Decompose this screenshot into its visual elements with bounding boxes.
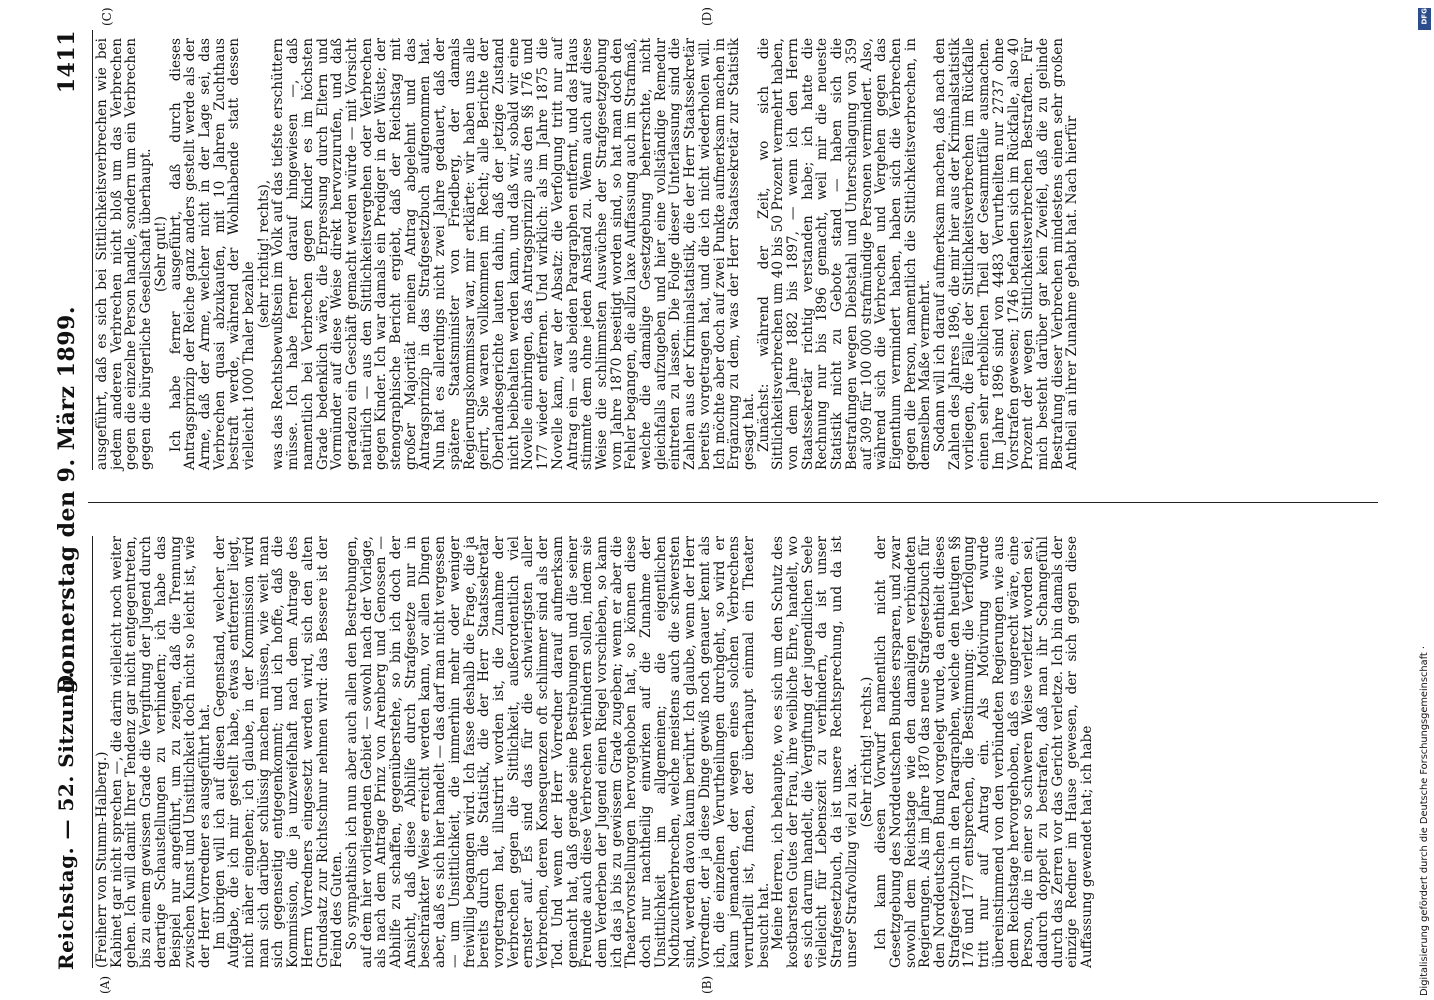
text-column-right [95, 38, 1080, 470]
paragraph: Ich habe ferner ausgeführt, daß durch dieses Antragsprinzip der Reiche ganz anders gestellt werde als der Arme, daß der Arme, welcher nicht in der Lage sei, das Verbrechen quasi abzukaufen, mit 10 Jahren Zuchthaus bestraft werde, während der Wohlhabende statt dessen vielleicht 1000 Thaler bezahle [167, 38, 258, 470]
paragraph: Sodann will ich darauf aufmerksam machen, daß nach den Zahlen des Jahres 1896, die mir hier aus der Kriminalstatistik vorliegen, die Fälle der Sittlichkeitsverbrechen im Rückfalle einen sehr erheblichen Theil der Gesammtfälle ausmachen. Im Jahre 1896 sind von 4483 Verurtheilten nur 2737 ohne Vorstrafen gewesen; 1746 befanden sich im Rückfalle, also 40 Prozent der wegen Sittlichkeitsverbrechen Bestraften. Für mich besteht darüber gar kein Zweifel, daß die zu gelinde Bestrafung dieser Verbrechen mindestens einen sehr großen Antheil an ihrer Zunahme gehabt hat. Nach hierfür [932, 38, 1081, 470]
page-number: 1411 [54, 30, 80, 94]
interjection: (Sehr richtig! rechts.) [858, 676, 875, 828]
digitization-credit-text: Digitalisierung gefördert durch die Deutsche Forschungsgemeinschaft · [1419, 646, 1430, 996]
column-rule-right [92, 30, 93, 470]
margin-mark-d: (D) [700, 7, 714, 26]
margin-mark-c: (C) [100, 7, 114, 26]
paragraph: Ich kann diesen Vorwurf namentlich nicht der Gesetzgebung des Norddeutschen Bundes ersparen, und zwar sowohl dem Reichstage wie den damaligen verbündeten Regierungen. Als im Jahre 1870 das neue Strafgesetzbuch für den Norddeutschen Bund vorgelegt wurde, da enthielt dieses Strafgesetzbuch in den Paragraphen, welche den heutigen §§ 176 und 177 entsprechen, die Bestimmung: die Verfolgung tritt nur auf Antrag ein. Als Motivirung wurde übereinstimmend von den verbündeten Regierungen wie aus dem Reichstage hervorgehoben, daß es ungerecht wäre, eine Person, die in einer so schweren Weise verletzt worden sei, dadurch doppelt zu bestrafen, daß man ihr Schamgefühl durch das Zerren vor das Gericht verletze. Ich bin damals der einzige Redner im Hause gewesen, der sich gegen diese Auffassung gewendet hat; ich habe [873, 536, 1096, 968]
paragraph: Kabinet gar nicht sprechen —, die darin vielleicht noch weiter gehen. Ich will damit Ihrer Tendenz gar nicht entgegentreten, bis zu einem gewissen Grade die Vergiftung der Jugend durch derartige Schaustellungen zu verhindern; ich habe das Beispiel nur angeführt, um zu zeigen, daß die Trennung zwischen Kunst und Unsittlichkeit doch nicht so leicht ist, wie der Herr Vorredner es ausgeführt hat. [108, 536, 213, 968]
column-rule-left [92, 536, 93, 968]
interjection: (Sehr gut!) [152, 216, 169, 292]
paragraph: Meine Herren, ich behaupte, wo es sich um den Schutz des kostbarsten Gutes der Frau, ihre weibliche Ehre, handelt, wo es sich darum handelt, die Vergiftung der jugendlichen Seele vielleicht für Lebenszeit zu verhindern, da ist unser Strafgesetzbuch, da ist unsere Rechtsprechung, und da ist unser Strafvollzug viel zu lax. [770, 536, 860, 968]
speaker-line: (Freiherr von Stumm-Halberg.) [94, 751, 110, 968]
column-divider [88, 502, 1378, 503]
paragraph: Im übrigen will ich auf diesen Gegenstand, welcher der Aufgabe, die ich mir gestellt habe, etwas entfernter liegt, nicht näher eingehen; ich glaube, in der Kommission wird man sich darüber schlüssig machen müssen, wie weit man sich gegenseitig entgegenkommt; und ich hoffe, daß die Kommission, die ja unzweifelhaft nach dem Antrage des Herrn Vorredners eingesetzt werden wird, sich den alten Grundsatz zur Richtschnur nehmen wird: das Bessere ist der Feind des Guten. [211, 536, 346, 968]
dfg-logo: DFG [1418, 8, 1431, 30]
digitization-credit [1416, 4, 1434, 996]
paragraph: So sympathisch ich nun aber auch allen den Bestrebungen, auf dem hier vorliegenden Gebiet — sowohl nach der Vorlage, als nach dem Antrage Prinz von Arenberg und Genossen — Abhilfe zu schaffen, gegenüberstehe, so bin ich doch der Ansicht, daß diese Abhilfe durch Strafgesetze nur in beschränkter Weise erreicht werden kann, vor allen Dingen aber, daß es sich hier handelt — das darf man nicht vergessen — um Unsittlichkeit, die immerhin mehr oder weniger freiwillig begangen wird. Ich fasse deshalb die Frage, die ja bereits durch die Statistik, die der Herr Staatssekretär vorgetragen hat, illustrirt worden ist, die Zunahme der Verbrechen gegen die Sittlichkeit, außerordentlich viel ernster auf. Es sind das für die schwierigsten aller Verbrechen, deren Konsequenzen oft schlimmer sind als der Tod. Und wenn der Herr Vorredner darauf aufmerksam gemacht hat, daß gerade seine Bestrebungen und die seiner Freunde auch diese Verbrechen verhindern sollen, indem sie dem Verderben der Jugend einen Riegel vorschieben, so kann ich das ja bis zu gewissem Grade zugeben; wenn er aber die Theatervorstellungen hervorgehoben hat, so können diese doch nur nachtheilig einwirken auf die Zunahme der Unsittlichkeit im allgemeinen; die eigentlichen Nothzuchtverbrechen, welche meistens auch die schwersten sind, werden davon kaum berührt. Ich glaube, wenn der Herr Vorredner, der ja diese Dinge gewiß noch genauer kennt als ich, die einzelnen Verurtheilungen durchgeht, so wird er kaum jemanden, der wegen eines solchen Verbrechens verurtheilt ist, finden, der überhaupt einmal ein Theater besucht hat. [343, 536, 772, 968]
paragraph: was das Rechtsbewußtsein im Volk auf das tiefste erschüttern müsse. Ich habe ferner darauf hingewiesen —, daß namentlich bei Verbrechen gegen Kinder es im höchsten Grade bedenklich wäre, die Erpressung durch Eltern und Vormünder auf diese Weise direkt hervorzurufen, und daß geradezu ein Geschäft gemacht werden würde — mit Vorsicht natürlich — aus den Sittlichkeitsvergehen oder Verbrechen gegen Kinder. Ich war damals ein Prediger in der Wüste; der stenographische Bericht ergiebt, daß der Reichstag mit großer Majorität meinen Antrag abgelehnt und das Antragsprinzip in das Strafgesetzbuch aufgenommen hat. Nun hat es allerdings nicht zwei Jahre gedauert, daß der spätere Staatsminister von Friedberg, der damals Regierungskommissar war, mir erklärte: wir haben uns alle geirrt, Sie waren vollkommen im Recht; alle Berichte der Oberlandesgerichte lauten dahin, daß der jetzige Zustand nicht beibehalten werden kann, und daß wir, sobald wir eine Novelle einbringen, das Antragsprinzip aus den §§ 176 und 177 wieder entfernen. Und wirklich: als im Jahre 1875 die Novelle kam, war der Absatz: die Verfolgung tritt nur auf Antrag ein — aus beiden Paragraphen entfernt, und das Haus stimmte dem ohne jeden Anstand zu. Wenn auch auf diese Weise die schlimmsten Auswüchse der Strafgesetzgebung vom Jahre 1870 beseitigt worden sind, so hat man doch den Fehler begangen, die allzu laxe Auffassung auch im Strafmaß, welche die damalige Gesetzgebung beherrschte, nicht gleichfalls aufzugeben und hier eine vollständige Remedur eintreten zu lassen. Die Folge dieser Unterlassung sind die Zahlen aus der Kriminalstatistik, die der Herr Staatssekretär bereits vorgetragen hat, und die ich nicht wiederholen will. Ich möchte aber doch auf zwei Punkte aufmerksam machen in Ergänzung zu dem, was der Herr Staatssekretär zur Statistik gesagt hat. [270, 38, 757, 470]
paragraph: ausgeführt, daß es sich bei Sittlichkeitsverbrechen wie bei jedem anderen Verbrechen nicht bloß um das Verbrechen gegen die einzelne Person handle, sondern um ein Verbrechen gegen die bürgerliche Gesellschaft überhaupt. [94, 38, 155, 470]
paragraph: Zunächst: während der Zeit, wo sich die Sittlichkeitsverbrechen um 40 bis 50 Prozent vermehrt haben, von dem Jahre 1882 bis 1897, — wenn ich den Herrn Staatssekretär richtig verstanden habe; ich hatte die Rechnung nur bis 1896 gemacht, weil mir die neueste Statistik nicht zu Gebote stand — haben sich die Bestrafungen wegen Diebstahl und Unterschlagung von 359 auf 309 für 100 000 strafmündige Personen vermindert. Also, während sich die Verbrechen und Vergehen gegen das Eigenthum vermindert haben, haben sich die Verbrechen gegen die Person, namentlich die Sittlichkeitsverbrechen, in demselben Maße vermehrt. [755, 38, 934, 470]
text-column-left [95, 536, 1095, 968]
margin-mark-b: (B) [700, 975, 714, 994]
interjection: (sehr richtig! rechts), [255, 179, 272, 329]
running-header-date: Donnerstag den 9. März 1899. [54, 305, 80, 695]
margin-mark-a: (A) [98, 975, 112, 994]
running-header-left: Reichstag. — 52. Sitzung. [54, 671, 78, 970]
